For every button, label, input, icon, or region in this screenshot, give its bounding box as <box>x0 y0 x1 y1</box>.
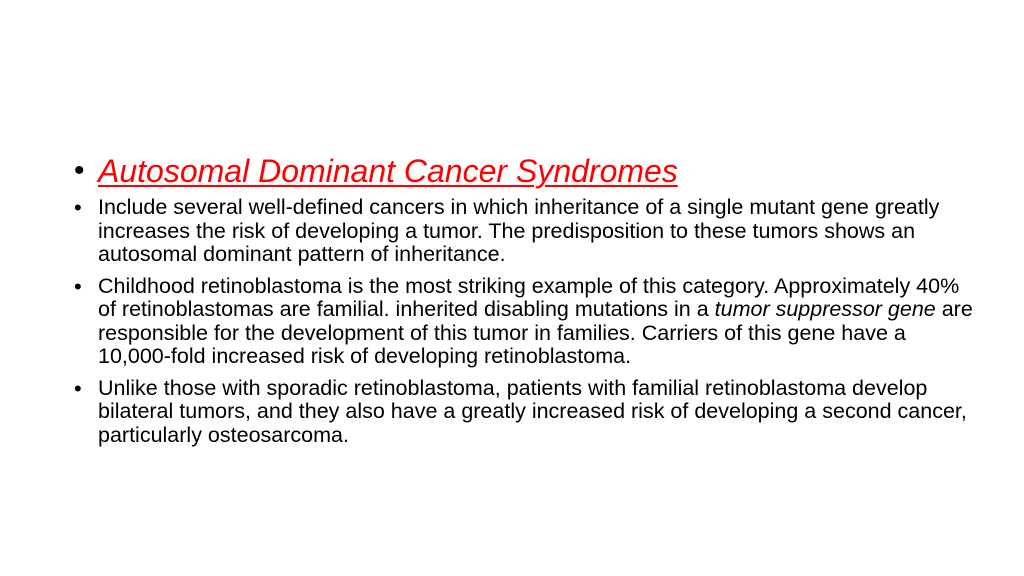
bullet-icon: • <box>74 273 82 299</box>
bullet-item-1 <box>74 196 974 267</box>
bullet-icon: • <box>74 195 82 220</box>
bullet-icon: • <box>74 375 82 401</box>
bullet-item-2 <box>74 275 974 369</box>
bullet-text-2-start: Childhood retinoblastoma is the most striking example of this category. Approximately 40% of retinoblastomas are familial. inherited disabling mutations in a <box>98 273 960 321</box>
bullet-item-3 <box>74 377 974 448</box>
title-bullet-item <box>74 150 974 192</box>
slide-title: Autosomal Dominant Cancer Syndromes <box>98 153 678 189</box>
bullet-text-1: Include several well-defined cancers in which inheritance of a single mutant gene greatly increases the risk of developing a tumor. The predisposition to these tumors shows an autosomal dominant pattern of inheritance. <box>98 195 940 266</box>
bullet-text-2-end: are responsible for the development of this tumor in families. Carriers of this gene have a 10,000-fold increased risk of developing retinoblastoma. <box>98 297 973 368</box>
bullet-text-3: Unlike those with sporadic retinoblastoma, patients with familial retinoblastoma develop bilateral tumors, and they also have a greatly increased risk of developing a second cancer, particularly osteosarcoma. <box>98 375 967 447</box>
bullet-icon: • <box>74 154 85 187</box>
slide-content <box>74 150 974 455</box>
bullet-text-2-emphasis: tumor suppressor gene <box>714 297 936 321</box>
